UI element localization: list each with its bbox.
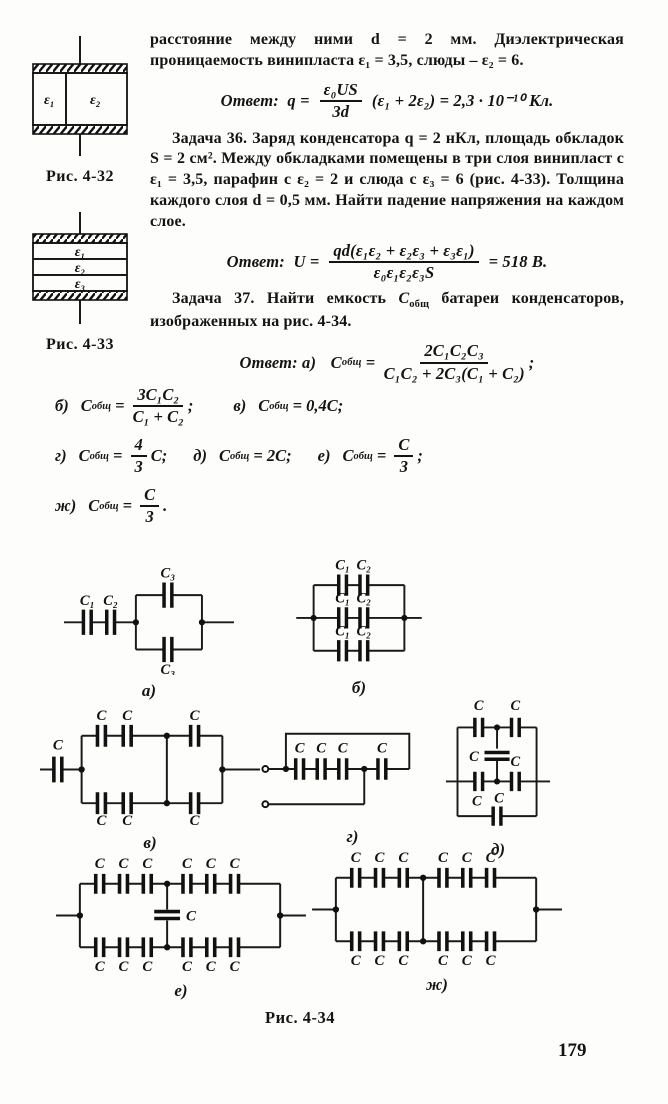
cap-label: C: [96, 812, 107, 827]
denominator: 3: [399, 457, 408, 477]
node-dot: [494, 778, 500, 784]
c-subscript: общ: [269, 400, 289, 412]
cap-label: C: [122, 710, 133, 724]
circuit-zh-caption: ж): [426, 975, 448, 994]
cap-label: C: [94, 959, 105, 975]
fraction: [329, 242, 478, 283]
cap-label: C: [398, 953, 409, 969]
answers-row-1: [55, 386, 625, 427]
text-column: [150, 30, 624, 390]
node-dot: [533, 906, 539, 912]
answer-label: ж): [55, 496, 77, 516]
c-symbol: C: [330, 352, 342, 372]
equals: =: [372, 446, 391, 466]
circuit-b: [296, 560, 422, 698]
cap-label: C: [122, 812, 133, 827]
equals: =: [118, 496, 137, 516]
node-dot: [164, 733, 170, 739]
circuit-zh-diagram: [312, 852, 562, 969]
task-36-title: Задача 36.: [172, 129, 248, 147]
answer-after: ;: [417, 446, 423, 466]
node-dot: [164, 944, 170, 950]
answers-block: [55, 386, 625, 536]
node-dot: [133, 619, 139, 625]
numerator: qd(ε₁ε₂ + ε₂ε₃ + ε₃ε₁): [329, 242, 478, 263]
c-symbol: C: [342, 446, 354, 466]
formula-q: [150, 81, 624, 122]
c-symbol: C: [80, 396, 92, 416]
cap-label: C: [189, 710, 200, 724]
denominator: 3: [145, 507, 154, 527]
cap-label: C: [350, 953, 361, 969]
numerator: ε₀US: [320, 81, 362, 102]
cap-label: C: [350, 852, 361, 866]
epsilon3-label: ε₃: [74, 277, 86, 292]
answer-b: [55, 386, 193, 427]
node-dot: [361, 766, 367, 772]
node-dot: [283, 766, 289, 772]
cap-label: C: [485, 852, 496, 866]
top-plate-hatched: [33, 234, 127, 243]
denominator: 3d: [332, 102, 350, 122]
terminal: [262, 766, 268, 772]
circuit-g-diagram: [260, 720, 445, 814]
cap-label: C₂: [356, 560, 372, 574]
node-dot: [420, 938, 426, 944]
c-symbol: C: [78, 446, 90, 466]
cap-label: C: [494, 790, 504, 807]
cap-label: C: [229, 858, 240, 872]
wires: [312, 878, 562, 941]
cap-label: C: [118, 959, 129, 975]
numerator: 4: [131, 436, 147, 457]
answer-a-after: ;: [528, 352, 535, 372]
cap-label: C: [205, 959, 216, 975]
circuit-d-caption: д): [490, 840, 506, 859]
cap-label: C: [229, 959, 240, 975]
cap-label: C: [185, 908, 196, 925]
node-dot: [311, 615, 317, 621]
formula-u-prefix: Ответ: U =: [226, 252, 320, 272]
cap-label: C: [461, 953, 472, 969]
figure-4-32-caption: Рис. 4-32: [46, 168, 114, 185]
node-dot: [494, 724, 500, 730]
fraction: [133, 386, 184, 427]
circuit-d-diagram: [444, 698, 552, 834]
node-dot: [401, 615, 407, 621]
cap-label: C: [118, 858, 129, 872]
cap-label: C₃: [160, 661, 176, 675]
cap-label: C: [337, 740, 348, 757]
circuit-zh: [312, 852, 562, 995]
circuit-v-caption: в): [143, 833, 157, 852]
circuit-e-diagram: [56, 858, 306, 975]
figure-4-33: [30, 212, 130, 354]
task-37-text-before: Найти емкость: [266, 290, 399, 308]
task-37-text-after: батареи конденсаторов, изображенных на рис. 4-34.: [150, 290, 625, 331]
intro-paragraph: расстояние между ними d = 2 мм. Диэлектрическая проницаемость винипласта ε₁ = 3,5, слюды – ε₂ = 6.: [150, 31, 624, 69]
answer-a-formula: [150, 342, 624, 383]
cap-label: C: [294, 740, 305, 757]
capacitor-two-dielectrics-figure: [32, 36, 128, 156]
cap-label: C: [461, 852, 472, 866]
circuit-b-diagram: [296, 560, 422, 672]
answer-label: г): [55, 446, 67, 466]
top-plate-hatched: [33, 64, 127, 73]
cap-label: C: [189, 812, 200, 827]
task-37-paragraph: [150, 289, 624, 333]
cap-label: C: [181, 858, 192, 872]
cap-label: C: [473, 698, 484, 715]
c-subscript: общ: [341, 356, 362, 368]
c-subscript: общ: [91, 400, 111, 412]
answer-expression: = 2C;: [249, 446, 292, 466]
epsilon1-label: ε₁: [44, 93, 55, 108]
c-subscript: общ: [409, 299, 430, 311]
cap-label: C: [471, 793, 482, 810]
answer-a-prefix: Ответ: а): [239, 352, 325, 372]
capacitor-three-layers-figure: [32, 212, 128, 324]
figure-4-32: [30, 36, 130, 186]
cap-label: C: [437, 953, 448, 969]
page-number: 179: [558, 1040, 587, 1061]
denominator: ε₀ε₁ε₂ε₃S: [373, 262, 435, 282]
cap-label: C: [510, 754, 521, 770]
node-dot: [219, 766, 225, 772]
cap-label: C: [374, 953, 385, 969]
answer-d: [193, 446, 291, 466]
cap-label: C: [316, 740, 327, 757]
node-dot: [78, 766, 84, 772]
cap-label: C: [437, 852, 448, 866]
figures-column: [30, 36, 130, 354]
answer-label: б): [55, 396, 69, 416]
c-subscript: общ: [99, 500, 119, 512]
answers-row-2: [55, 436, 625, 477]
circuit-g: [260, 720, 445, 847]
c-subscript: общ: [353, 450, 373, 462]
cap-label: C: [469, 749, 479, 766]
answer-label: д): [193, 446, 207, 466]
circuit-d: [444, 698, 552, 860]
equals: =: [108, 446, 127, 466]
c-symbol: C: [88, 496, 100, 516]
fraction: [131, 436, 147, 477]
node-dot: [333, 906, 339, 912]
bottom-plate-hatched: [33, 125, 127, 134]
numerator: C: [140, 486, 159, 507]
cap-label: C: [96, 710, 107, 724]
circuit-a: [64, 556, 234, 701]
cap-label: C: [205, 858, 216, 872]
circuit-v: [40, 710, 260, 853]
formula-u: [150, 242, 624, 283]
c-subscript: общ: [89, 450, 109, 462]
answer-e: [318, 436, 423, 477]
node-dot: [164, 800, 170, 806]
equals: =: [111, 396, 129, 416]
circuit-a-diagram: [64, 556, 234, 675]
answer-label: в): [233, 396, 247, 416]
node-dot: [77, 912, 83, 918]
numerator: 2C₁C₂C₃: [420, 342, 488, 363]
answer-after: .: [163, 496, 168, 516]
cap-label: C: [485, 953, 496, 969]
denominator: C₁ + C₂: [132, 407, 184, 427]
formula-u-suffix: = 518 В.: [488, 252, 548, 272]
c-subscript: общ: [229, 450, 250, 462]
cap-label: C: [142, 858, 153, 872]
fraction: [384, 342, 525, 383]
cap-label: C₁: [79, 592, 95, 609]
cap-label: C: [94, 858, 105, 872]
cap-label: C: [181, 959, 192, 975]
bottom-plate-hatched: [33, 291, 127, 300]
cap-label: C: [374, 852, 385, 866]
numerator: 3C₁C₂: [133, 386, 183, 407]
circuit-a-caption: а): [141, 681, 157, 700]
answer-v: [233, 396, 343, 416]
c-symbol: C: [398, 290, 410, 308]
cap-label: C₁: [335, 560, 350, 574]
epsilon2-label: ε₂: [90, 93, 101, 108]
figure-4-33-caption: Рис. 4-33: [46, 336, 114, 353]
node-dot: [277, 912, 283, 918]
node-dot: [199, 619, 205, 625]
answer-after: ;: [187, 396, 194, 416]
task-37-title: Задача 37.: [172, 290, 255, 308]
c-symbol: C: [258, 396, 270, 416]
equals: =: [361, 352, 380, 372]
answer-expression: = 0,4C;: [288, 396, 344, 416]
answer-g: [55, 436, 167, 477]
fraction: [140, 486, 159, 527]
answer-label: е): [317, 446, 331, 466]
terminal: [262, 801, 268, 807]
circuit-e-caption: е): [174, 981, 188, 1000]
cap-label: C₁: [335, 590, 350, 607]
cap-label: C: [510, 698, 521, 715]
numerator: C: [394, 436, 413, 457]
formula-q-suffix: (ε₁ + 2ε₂) = 2,3 · 10⁻¹⁰ Кл.: [371, 91, 554, 111]
figure-gap: [30, 186, 130, 212]
cap-label: C₃: [160, 565, 176, 582]
cap-label: C₂: [356, 590, 372, 607]
answer-zh: [55, 486, 167, 527]
cap-label: C₂: [356, 623, 372, 640]
c-symbol: C: [218, 446, 230, 466]
denominator: C₁C₂ + 2C₃(C₁ + C₂): [383, 363, 525, 383]
fraction: [320, 81, 362, 122]
fraction: [394, 436, 413, 477]
answers-row-3: [55, 486, 625, 527]
cap-label: C: [376, 740, 387, 757]
circuit-v-diagram: [40, 710, 260, 827]
cap-label: C₂: [103, 592, 119, 609]
cap-label: C: [398, 852, 409, 866]
circuit-g-caption: г): [346, 827, 359, 846]
wires: [56, 884, 306, 947]
task-36-paragraph: [150, 129, 624, 233]
circuit-e: [56, 858, 306, 1001]
cap-label: C₁: [335, 623, 350, 640]
denominator: 3: [134, 457, 143, 477]
node-dot: [420, 875, 426, 881]
task-36-text: Заряд конденсатора q = 2 нКл, площадь обкладок S = 2 см². Между обкладками помещены в три слоя винипласт с ε₁ = 3,5, парафин с ε₂ = 2 и слюда с ε₃ = 6 (рис. 4-33). Толщина каждого слоя d = 0,5 мм. Найти падение напряжения на каждом слое.: [150, 129, 624, 230]
answer-after: C;: [150, 446, 168, 466]
epsilon1-label: ε₁: [74, 245, 86, 260]
cap-label: C: [142, 959, 153, 975]
formula-q-prefix: Ответ: q =: [220, 91, 310, 111]
wires: [40, 736, 260, 803]
cap-label: C: [52, 737, 63, 754]
circuit-b-caption: б): [351, 678, 367, 697]
node-dot: [164, 881, 170, 887]
figure-4-34-caption: Рис. 4-34: [265, 1008, 335, 1027]
epsilon2-label: ε₂: [74, 261, 86, 276]
